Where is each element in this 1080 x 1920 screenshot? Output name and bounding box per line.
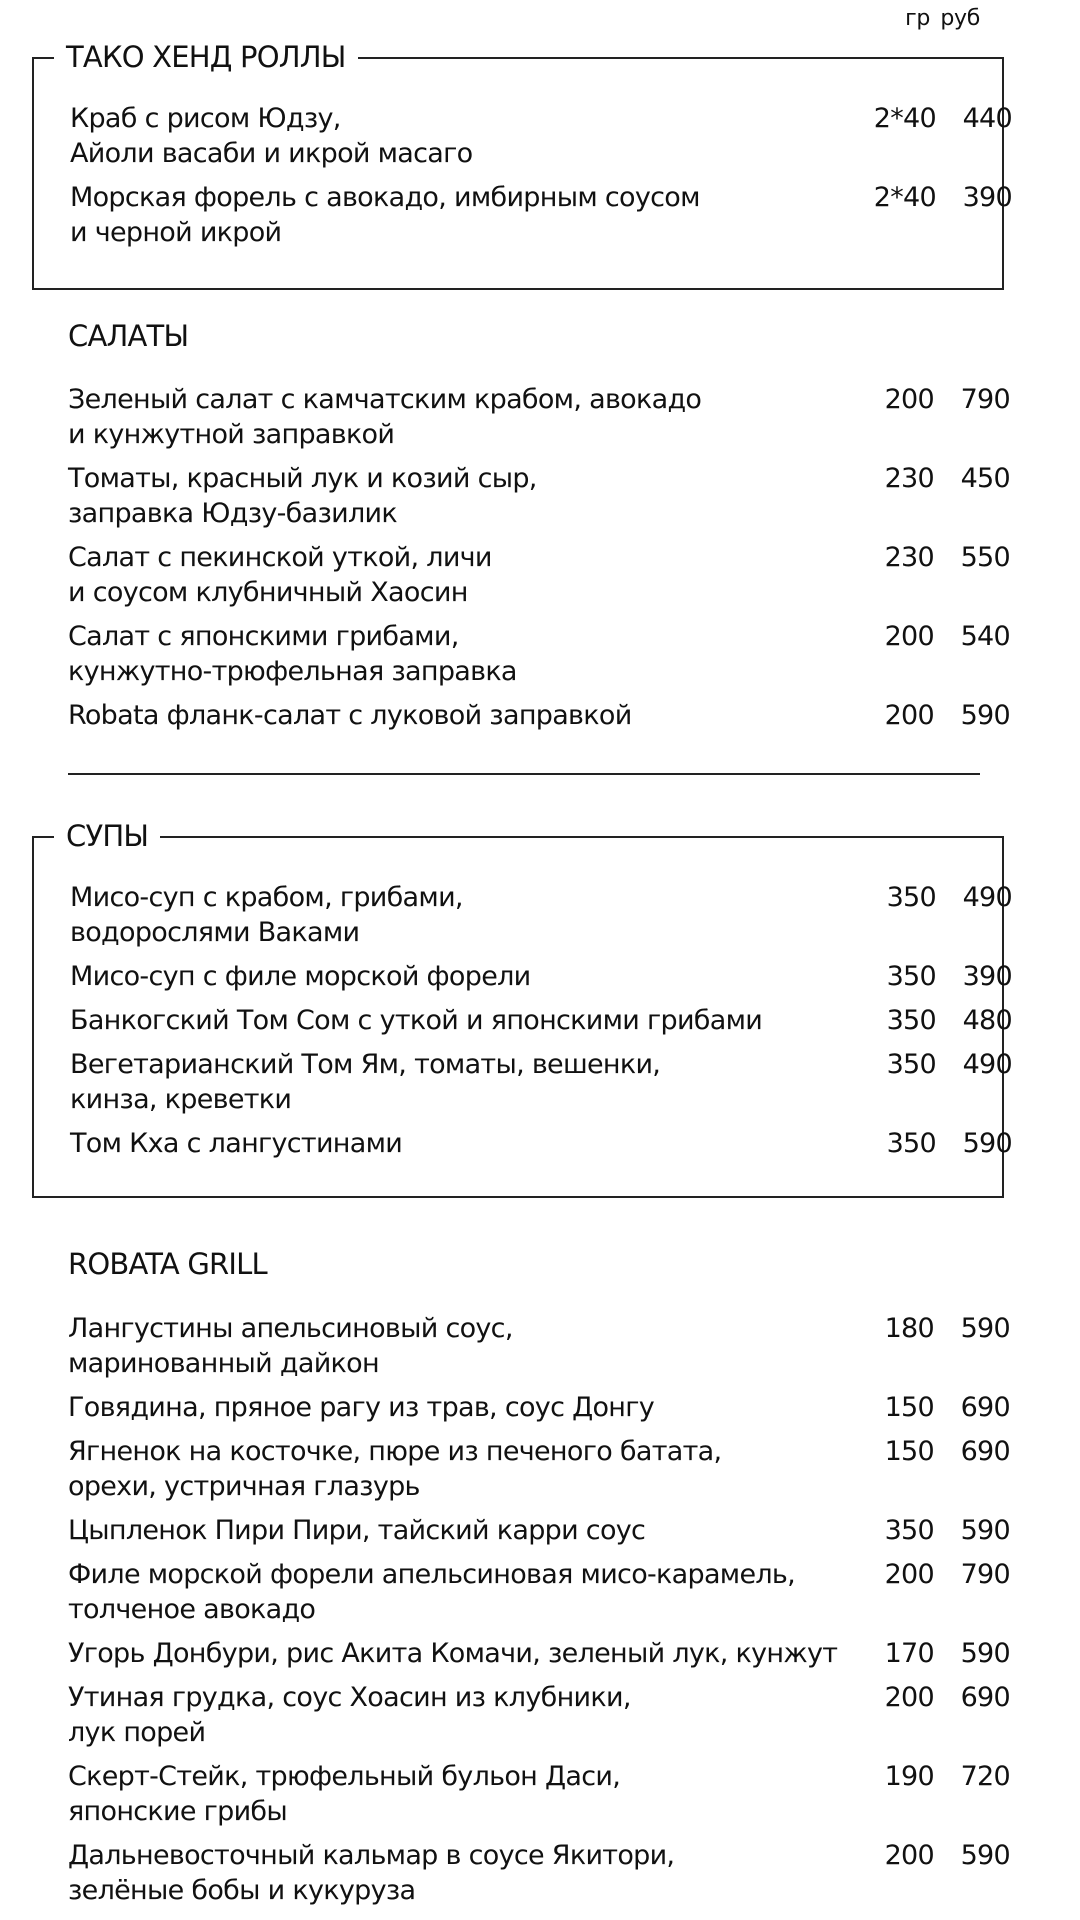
price-column-header: руб bbox=[940, 6, 980, 31]
item-name: Мисо-суп с филе морской форели bbox=[70, 961, 531, 992]
item-weight: 230 bbox=[884, 542, 934, 573]
item-name: Лангустины апельсиновый соус, маринованный дайкон bbox=[68, 1313, 513, 1379]
menu-item bbox=[68, 1838, 1010, 1908]
menu-item bbox=[70, 959, 1012, 994]
item-name: Зеленый салат с камчатским крабом, авокадо и кунжутной заправкой bbox=[68, 384, 702, 450]
item-price: 550 bbox=[960, 542, 1010, 573]
item-weight: 150 bbox=[884, 1392, 934, 1423]
item-weight: 350 bbox=[886, 1128, 936, 1159]
item-weight: 350 bbox=[886, 882, 936, 913]
item-price: 590 bbox=[962, 1128, 1012, 1159]
item-name: Robata фланк-салат с луковой заправкой bbox=[68, 700, 632, 731]
item-price: 690 bbox=[960, 1392, 1010, 1423]
item-weight: 350 bbox=[886, 1005, 936, 1036]
item-price: 690 bbox=[960, 1682, 1010, 1713]
section-title: САЛАТЫ bbox=[56, 318, 200, 354]
item-name: Цыпленок Пири Пири, тайский карри соус bbox=[68, 1515, 646, 1546]
menu-item bbox=[68, 382, 1010, 452]
item-name: Салат с пекинской уткой, личи и соусом клубничный Хаосин bbox=[68, 542, 492, 608]
item-weight: 350 bbox=[886, 961, 936, 992]
item-name: Краб с рисом Юдзу, Айоли васаби и икрой масаго bbox=[70, 103, 473, 169]
item-price: 790 bbox=[960, 1559, 1010, 1590]
item-price: 390 bbox=[962, 961, 1012, 992]
menu-item bbox=[70, 1047, 1012, 1117]
item-price: 590 bbox=[960, 1313, 1010, 1344]
item-name: Том Кха с лангустинами bbox=[70, 1128, 403, 1159]
item-weight: 350 bbox=[886, 1049, 936, 1080]
item-name: Филе морской форели апельсиновая мисо-карамель, толченое авокадо bbox=[68, 1559, 796, 1625]
item-weight: 200 bbox=[884, 384, 934, 415]
item-price: 480 bbox=[962, 1005, 1012, 1036]
item-price: 540 bbox=[960, 621, 1010, 652]
item-weight: 200 bbox=[884, 1559, 934, 1590]
menu-item bbox=[70, 101, 1012, 171]
item-weight: 350 bbox=[884, 1515, 934, 1546]
item-price: 590 bbox=[960, 1840, 1010, 1871]
menu-item bbox=[68, 1759, 1010, 1829]
menu-item bbox=[68, 461, 1010, 531]
section-robata-grill bbox=[32, 1246, 1010, 1916]
item-weight: 200 bbox=[884, 621, 934, 652]
item-name: Скерт-Стейк, трюфельный бульон Даси, японские грибы bbox=[68, 1761, 621, 1827]
menu-item bbox=[68, 698, 1010, 733]
menu-item bbox=[70, 880, 1012, 950]
menu-item bbox=[68, 1636, 1010, 1671]
menu-item bbox=[70, 1126, 1012, 1161]
menu-item bbox=[68, 1390, 1010, 1425]
menu-item bbox=[68, 1434, 1010, 1504]
menu-item bbox=[68, 1557, 1010, 1627]
menu-item bbox=[70, 1003, 1012, 1038]
menu-item bbox=[68, 540, 1010, 610]
item-price: 450 bbox=[960, 463, 1010, 494]
menu-item bbox=[70, 180, 1012, 250]
item-weight: 200 bbox=[884, 1840, 934, 1871]
menu-item bbox=[68, 1513, 1010, 1548]
item-name: Мисо-суп с крабом, грибами, водорослями Ваками bbox=[70, 882, 463, 948]
menu-item bbox=[68, 1680, 1010, 1750]
section-taco-hand-rolls bbox=[32, 40, 1012, 290]
item-price: 720 bbox=[960, 1761, 1010, 1792]
item-weight: 200 bbox=[884, 1682, 934, 1713]
section-salads bbox=[32, 318, 1010, 738]
item-name: Говядина, пряное рагу из трав, соус Донгу bbox=[68, 1392, 655, 1423]
item-price: 590 bbox=[960, 1638, 1010, 1669]
column-headers bbox=[0, 6, 1080, 36]
weight-column-header: гр bbox=[905, 6, 930, 31]
item-name: Банкогский Том Сом с уткой и японскими грибами bbox=[70, 1005, 763, 1036]
item-name: Угорь Донбури, рис Акита Комачи, зеленый лук, кунжут bbox=[68, 1638, 838, 1669]
item-name: Томаты, красный лук и козий сыр, заправка Юдзу-базилик bbox=[68, 463, 537, 529]
section-title: СУПЫ bbox=[54, 818, 160, 854]
item-price: 790 bbox=[960, 384, 1010, 415]
item-weight: 180 bbox=[884, 1313, 934, 1344]
item-name: Дальневосточный кальмар в соусе Якитори, зелёные бобы и кукуруза bbox=[68, 1840, 675, 1906]
item-weight: 150 bbox=[884, 1436, 934, 1467]
item-weight: 2*40 bbox=[873, 182, 936, 213]
section-title: ТАКО ХЕНД РОЛЛЫ bbox=[54, 39, 358, 75]
section-soups bbox=[32, 819, 1012, 1198]
item-name: Ягненок на косточке, пюре из печеного батата, орехи, устричная глазурь bbox=[68, 1436, 722, 1502]
item-price: 490 bbox=[962, 882, 1012, 913]
item-weight: 170 bbox=[884, 1638, 934, 1669]
item-weight: 190 bbox=[884, 1761, 934, 1792]
item-price: 490 bbox=[962, 1049, 1012, 1080]
item-price: 440 bbox=[962, 103, 1012, 134]
item-price: 590 bbox=[960, 1515, 1010, 1546]
section-title: ROBATA GRILL bbox=[56, 1246, 279, 1282]
item-weight: 2*40 bbox=[873, 103, 936, 134]
item-name: Вегетарианский Том Ям, томаты, вешенки, кинза, креветки bbox=[70, 1049, 661, 1115]
item-price: 690 bbox=[960, 1436, 1010, 1467]
item-name: Морская форель с авокадо, имбирным соусом и черной икрой bbox=[70, 182, 700, 248]
item-name: Утиная грудка, соус Хоасин из клубники, лук порей bbox=[68, 1682, 631, 1748]
menu-item bbox=[68, 619, 1010, 689]
section-divider bbox=[68, 773, 980, 775]
menu-item bbox=[68, 1311, 1010, 1381]
item-weight: 200 bbox=[884, 700, 934, 731]
item-name: Салат с японскими грибами, кунжутно-трюфельная заправка bbox=[68, 621, 517, 687]
item-weight: 230 bbox=[884, 463, 934, 494]
item-price: 390 bbox=[962, 182, 1012, 213]
item-price: 590 bbox=[960, 700, 1010, 731]
